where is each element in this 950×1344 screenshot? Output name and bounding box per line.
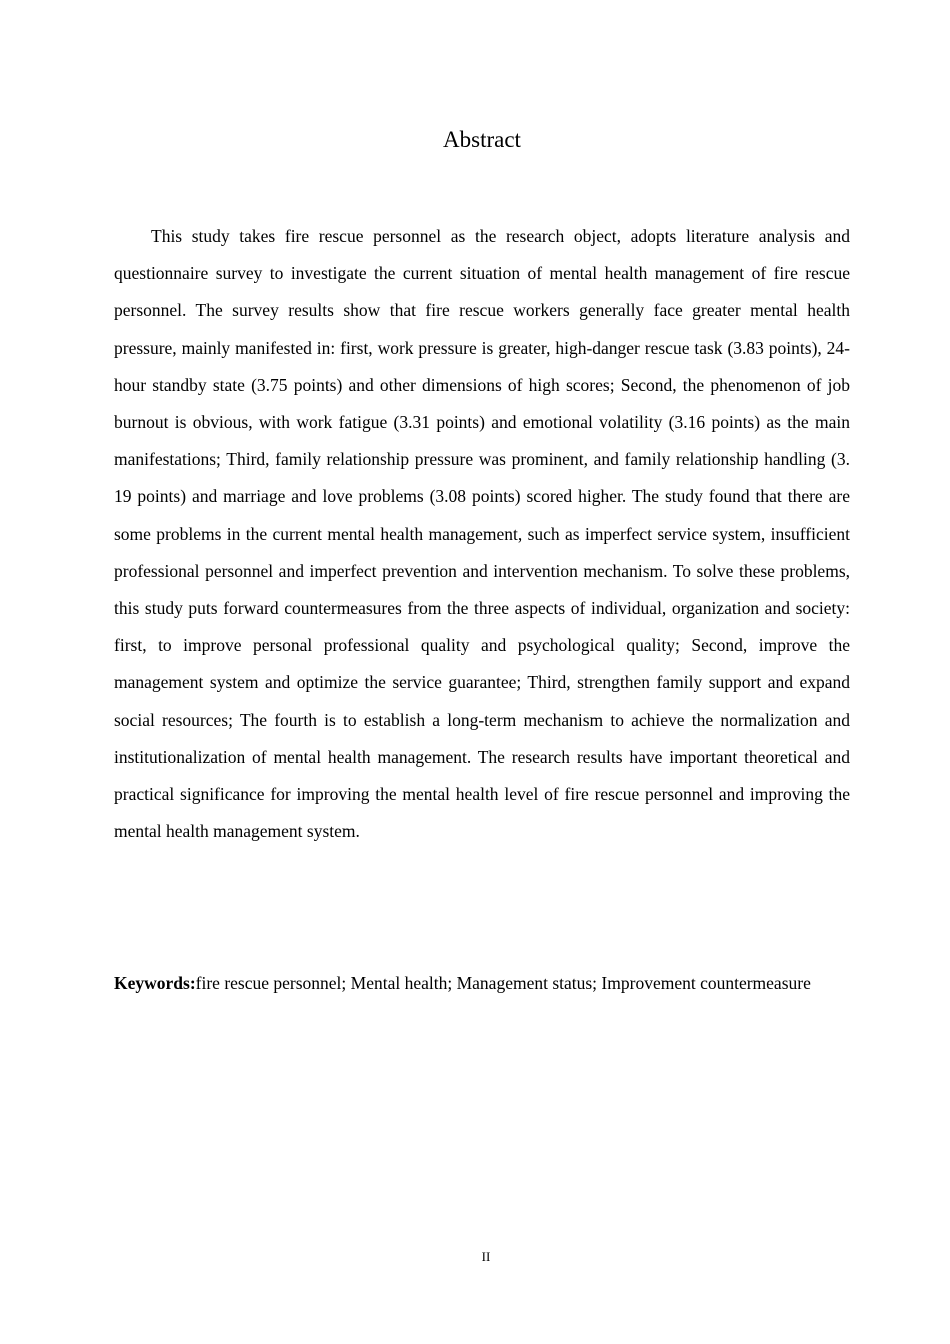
abstract-body: This study takes fire rescue personnel as the research object, adopts literature analysis and questionnaire survey to investigate the current situation of mental health management of fire rescue personnel. The survey results show that fire rescue workers generally face greater mental health pressure, mainly manifested in: first, work pressure is greater, high-danger rescue task (3.83 points), 24-hour standby state (3.75 points) and other dimensions of high scores; Second, the phenomenon of job burnout is obvious, with work fatigue (3.31 points) and emotional volatility (3.16 points) as the main manifestations; Third, family relationship pressure was prominent, and family relationship handling (3. 19 points) and marriage and love problems (3.08 points) scored higher. The study found that there are some problems in the current mental health management, such as imperfect service system, insufficient professional personnel and imperfect prevention and intervention mechanism. To solve these problems, this study puts forward countermeasures from the three aspects of individual, organization and society: first, to improve personal professional quality and psychological quality; Second, improve the management system and optimize the service guarantee; Third, strengthen family support and expand social resources; The fourth is to establish a long-term mechanism to achieve the normalization and institutionalization of mental health management. The research results have important theoretical and practical significance for improving the mental health level of fire rescue personnel and improving the mental health management system.: [114, 226, 850, 842]
page-number: II: [481, 1249, 491, 1264]
keywords-text: fire rescue personnel; Mental health; Management status; Improvement countermeasure: [195, 973, 811, 993]
abstract-title: Abstract: [443, 127, 521, 152]
keywords-label: Keywords:: [114, 973, 196, 993]
keywords-line: [114, 966, 850, 1001]
